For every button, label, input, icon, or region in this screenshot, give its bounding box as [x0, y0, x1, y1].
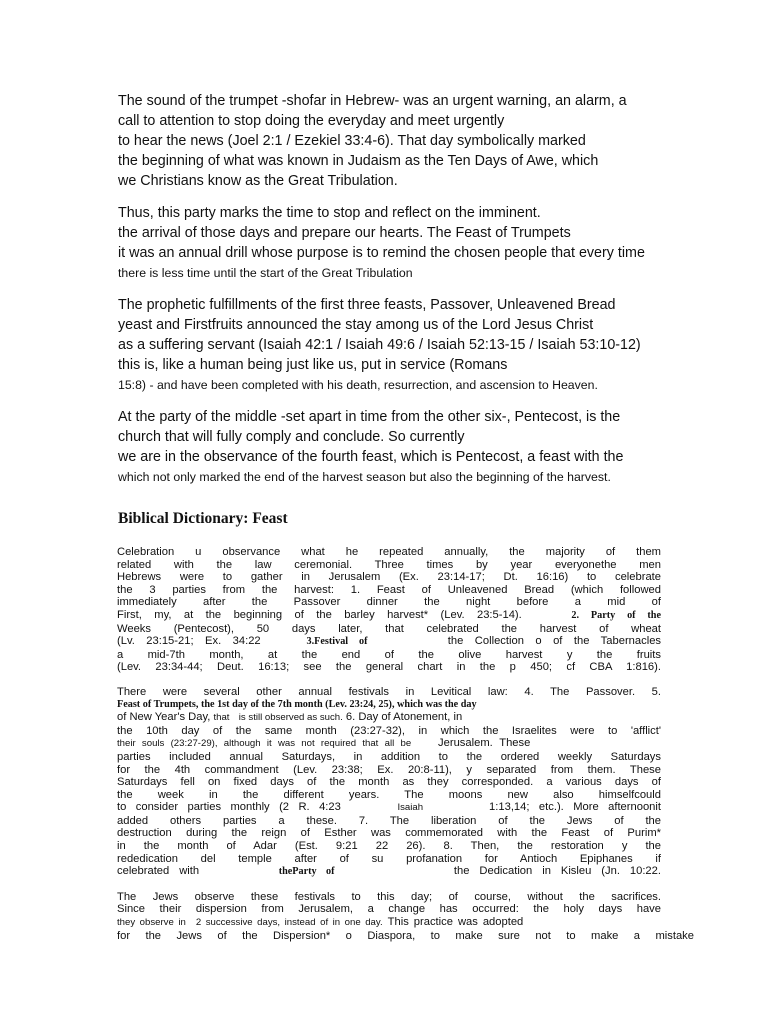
- text-line: destruction during the reign of Esther was commemorated with the Feast of Purim*: [117, 827, 661, 840]
- dictionary-body: [117, 546, 694, 954]
- text-line: yeast and Firstfruits announced the stay among us of the Lord Jesus Christ: [118, 317, 594, 333]
- text-line: the arrival of those days and prepare our hearts. The Feast of Trumpets: [118, 225, 571, 241]
- text-segment: the Collection o of the Tabernacles: [447, 635, 662, 648]
- text-line: to hear the news (Joel 2:1 / Ezekiel 33:4-6). That day symbolically marked: [118, 133, 586, 149]
- text-line: The Jews observe these festivals to this day; of course, without the sacrifices.: [117, 890, 661, 903]
- text-line: we are in the observance of the fourth feast, which is Pentecost, a feast with the: [118, 449, 624, 465]
- dictionary-paragraph-3: [117, 890, 694, 942]
- text-line: Hebrews were to gather in Jerusalem (Ex. 23:14-17; Dt. 16:16) to celebrate: [117, 571, 661, 584]
- text-segment: 6. Day of Atonement, in: [345, 711, 463, 724]
- text-line: [117, 711, 661, 725]
- text-segment: 2 successive days, instead of in one day.: [195, 917, 383, 929]
- text-line: the 3 parties from the harvest: 1. Feast of Unleavened Bread (which followed: [117, 583, 661, 596]
- text-segment: 2. Party of the: [571, 609, 661, 621]
- text-line: There were several other annual festivals in Levitical law: 4. The Passover. 5.: [117, 685, 661, 698]
- text-segment: Isaiah: [397, 802, 424, 814]
- text-segment: (Lv. 23:15-21; Ex. 34:22: [117, 635, 261, 648]
- text-line: call to attention to stop doing the everyday and meet urgently: [118, 113, 505, 129]
- intro-section: [118, 91, 658, 499]
- text-line: we Christians know as the Great Tribulation.: [118, 173, 398, 189]
- text-line: as a suffering servant (Isaiah 42:1 / Isaiah 49:6 / Isaiah 52:13-15 / Isaiah 53:10-12): [118, 337, 641, 353]
- text-line: in the month of Adar (Est. 9:21 22 26). 8. Then, the restoration y the: [117, 840, 661, 853]
- text-line: 15:8) - and have been completed with his death, resurrection, and ascension to Heaven.: [118, 378, 598, 392]
- text-line: there is less time until the start of the Great Tribulation: [118, 266, 413, 280]
- text-line: Weeks (Pentecost), 50 days later, that celebrated the harvest of wheat: [117, 622, 661, 635]
- text-segment: they observe in: [117, 917, 186, 929]
- intro-paragraph-1: [118, 91, 658, 191]
- text-line: which not only marked the end of the harvest season but also the beginning of the harvest.: [118, 470, 611, 484]
- text-line: immediately after the Passover dinner the night before a mid of: [117, 596, 661, 609]
- text-line: it was an annual drill whose purpose is to remind the chosen people that every time: [118, 245, 645, 261]
- text-line: [117, 801, 661, 815]
- text-line: Feast of Trumpets, the 1st day of the 7th month (Lev. 23:24, 25), which was the day: [117, 698, 477, 710]
- text-line: Saturdays fell on fixed days of the month as they corresponded. a various days of: [117, 776, 661, 789]
- text-line: [117, 865, 661, 879]
- text-line: [117, 737, 661, 751]
- text-segment: the Dedication in Kisleu (Jn. 10:22.: [453, 865, 661, 878]
- text-segment: celebrated with: [117, 865, 200, 878]
- text-segment: to consider parties monthly (2 R. 4:23: [117, 801, 341, 814]
- text-line: Thus, this party marks the time to stop and reflect on the imminent.: [118, 205, 541, 221]
- text-line: related with the law ceremonial. Three times by year everyonethe men: [117, 558, 661, 571]
- text-line: the beginning of what was known in Judaism as the Ten Days of Awe, which: [118, 153, 599, 169]
- text-line: [117, 916, 661, 930]
- intro-paragraph-2: [118, 203, 658, 283]
- text-segment: This practice was adopted: [387, 916, 524, 929]
- text-line: Celebration u observance what he repeated annually, the majority of them: [117, 546, 661, 558]
- text-line: added others parties a these. 7. The liberation of the Jews of the: [117, 814, 661, 827]
- text-line: (Lev. 23:34-44; Deut. 16:13; see the general chart in the p 450; cf CBA 1:816).: [117, 661, 661, 674]
- text-segment: theParty of: [278, 866, 335, 878]
- text-line: parties included annual Saturdays, in addition to the ordered weekly Saturdays: [117, 750, 661, 763]
- text-segment: 1:13,14; etc.). More afternoonit: [489, 801, 661, 814]
- intro-paragraph-3: [118, 295, 658, 395]
- text-line: At the party of the middle -set apart in time from the other six-, Pentecost, is the: [118, 409, 621, 425]
- text-segment: that: [213, 712, 230, 724]
- text-line: church that will fully comply and conclude. So currently: [118, 429, 465, 445]
- intro-paragraph-4: [118, 407, 658, 487]
- text-line: a mid-7th month, at the end of the olive harvest y the fruits: [117, 648, 661, 661]
- dictionary-paragraph-1: [117, 546, 661, 674]
- text-line: for the Jews of the Dispersion* o Diaspora, to make sure not to make a mistake: [117, 929, 694, 942]
- text-line: the 10th day of the same month (23:27-32), in which the Israelites were to 'afflict': [117, 724, 661, 737]
- text-line: The prophetic fulfillments of the first three feasts, Passover, Unleavened Bread: [118, 297, 616, 313]
- dictionary-paragraph-2: [117, 686, 661, 879]
- text-line: Since their dispersion from Jerusalem, a change has occurred: the holy days have: [117, 903, 661, 916]
- text-segment: Jerusalem. These: [438, 737, 531, 750]
- text-segment: First, my, at the beginning of the barley harvest* (Lev. 23:5-14).: [117, 608, 522, 621]
- text-line: the week in the different years. The moons new also himselfcould: [117, 788, 661, 801]
- text-segment: their souls (23:27-29), although it was not required that all be: [117, 738, 412, 750]
- dictionary-title: Biblical Dictionary: Feast: [118, 510, 288, 527]
- text-line: rededication del temple after of su profanation for Antioch Epiphanes if: [117, 852, 661, 865]
- text-segment: of New Year's Day,: [117, 711, 211, 724]
- text-segment: 3.Festival of: [306, 636, 368, 648]
- text-line: [117, 609, 661, 623]
- text-line: for the 4th commandment (Lev. 23:38; Ex. 20:8-11), y separated from them. These: [117, 763, 661, 776]
- text-line: The sound of the trumpet -shofar in Hebrew- was an urgent warning, an alarm, a: [118, 93, 627, 109]
- text-segment: is still observed as such.: [238, 712, 343, 724]
- text-line: this is, like a human being just like us, put in service (Romans: [118, 357, 508, 373]
- text-line: [117, 635, 661, 649]
